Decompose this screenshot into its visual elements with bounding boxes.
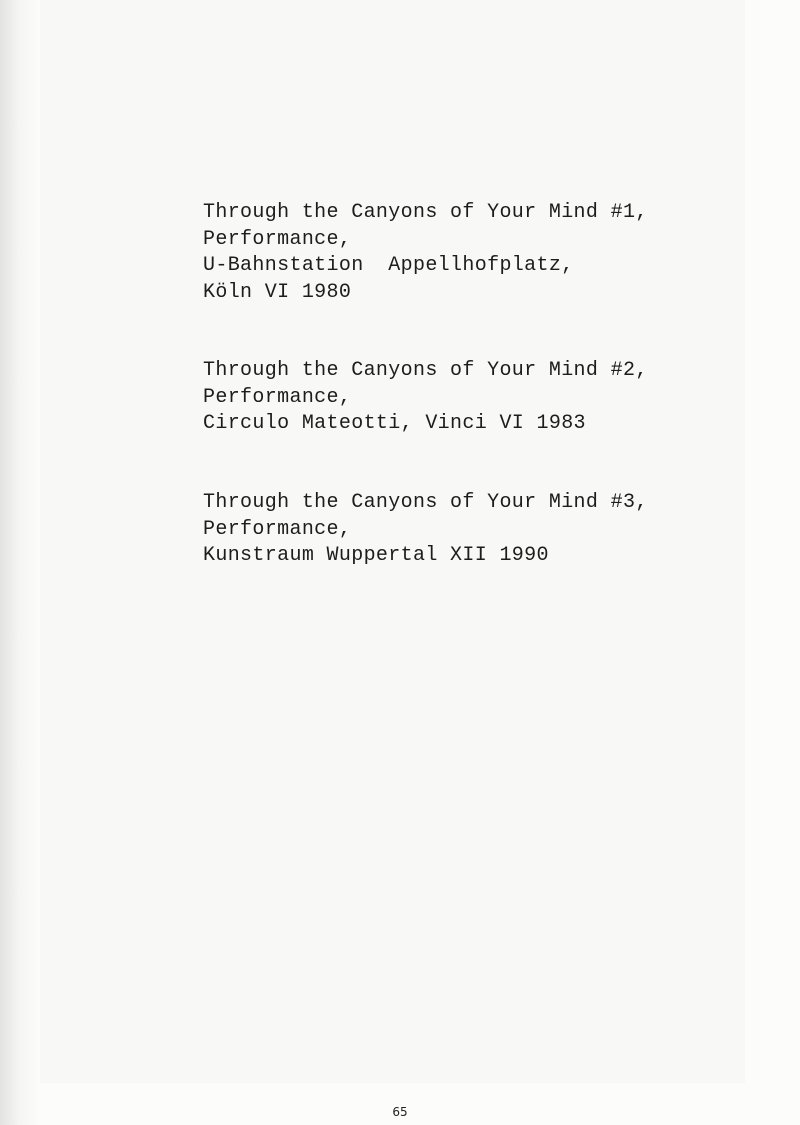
entry-type: Performance, [203,385,352,409]
performance-entry-1 [203,200,648,306]
entry-venue-date: Kunstraum Wuppertal XII 1990 [203,544,549,567]
page-number: 65 [392,1105,408,1119]
performance-entry-3 [203,490,648,570]
entry-title: Through the Canyons of Your Mind #2, [203,359,648,382]
entry-type: Performance, [203,227,352,251]
performance-entry-2 [203,358,648,438]
scan-edge-shadow [0,0,40,1125]
entry-venue: U-Bahnstation Appellhofplatz, [203,254,574,277]
entry-title: Through the Canyons of Your Mind #1, [203,201,648,224]
entry-title: Through the Canyons of Your Mind #3, [203,491,648,514]
entry-type: Performance, [203,517,352,541]
entry-venue-date: Circulo Mateotti, Vinci VI 1983 [203,412,586,435]
entry-place-date: Köln VI 1980 [203,280,352,304]
